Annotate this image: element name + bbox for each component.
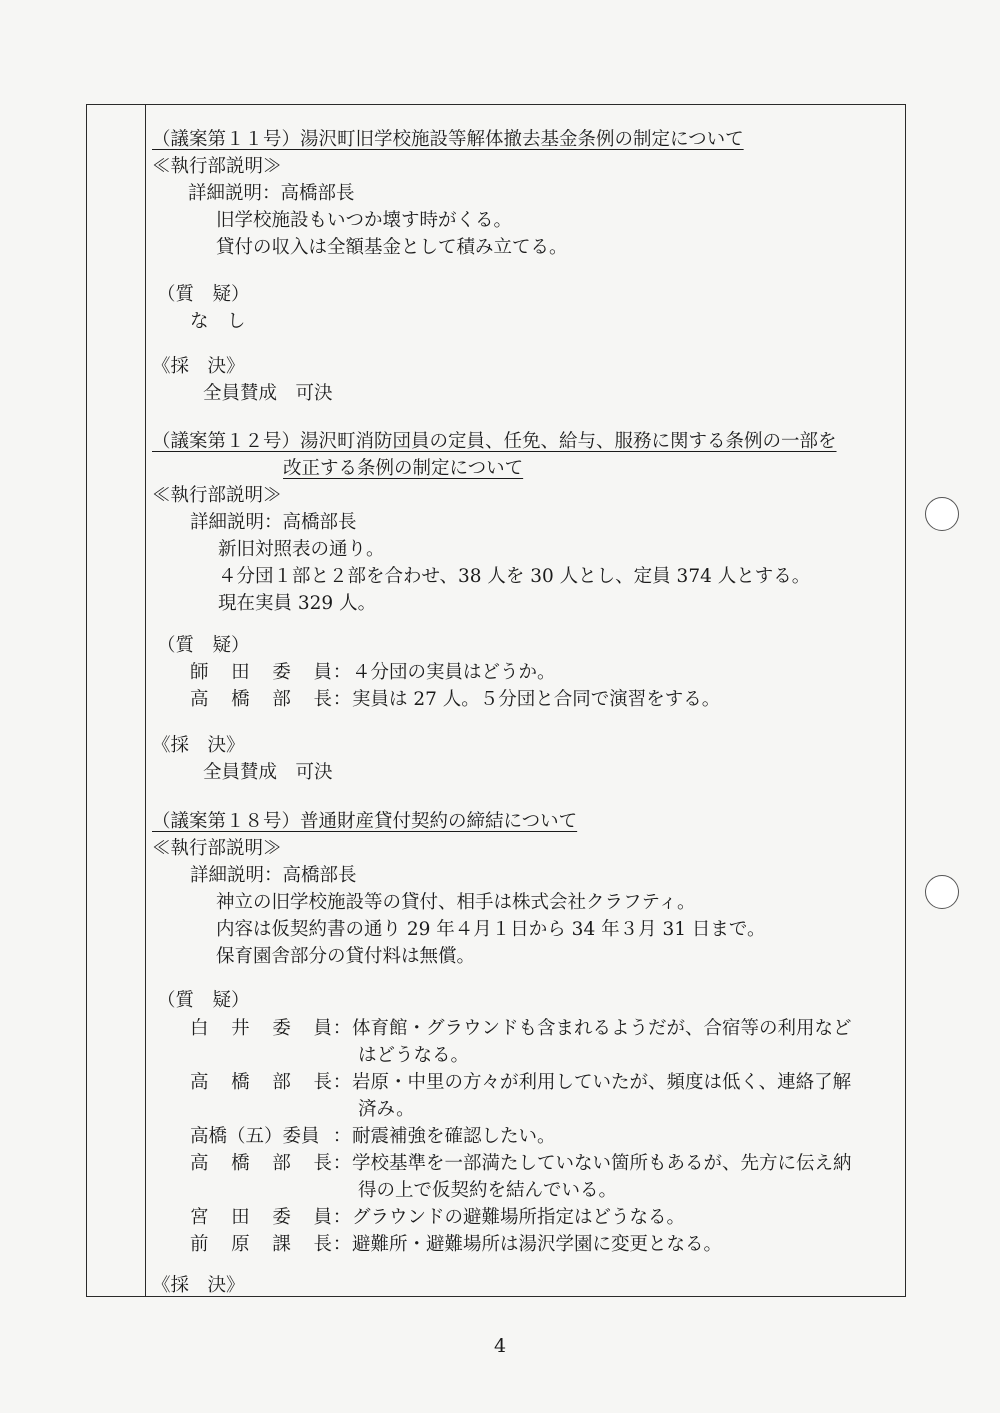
bill-18-explanation-1: 神立の旧学校施設等の貸付、相手は株式会社クラフティ。	[216, 892, 696, 913]
bill-18-detail-label: 詳細説明：高橋部長	[190, 865, 357, 886]
bill-11-detail-label: 詳細説明：高橋部長	[188, 183, 355, 204]
speaker-name: 師田委員	[190, 662, 332, 683]
bill-12-vote-result: 全員賛成 可決	[203, 762, 333, 783]
bill-11-explanation-2: 貸付の収入は全額基金として積み立てる。	[216, 237, 568, 258]
bill-12-vote-header: 《採 決》	[152, 735, 245, 756]
qa-text: ４分団の実員はどうか。	[352, 662, 556, 683]
bill-11-title: （議案第１１号）湯沢町旧学校施設等解体撤去基金条例の制定について	[152, 129, 744, 150]
qa-text: 岩原・中里の方々が利用していたが、頻度は低く、連絡了解	[352, 1072, 852, 1093]
speaker-colon: ：	[332, 1072, 352, 1093]
page-number: 4	[493, 1335, 507, 1357]
bill-12-title-line-1: （議案第１２号）湯沢町消防団員の定員、任免、給与、服務に関する条例の一部を	[152, 431, 837, 452]
bill-12-explanation-2: ４分団１部と２部を合わせ、38 人を 30 人とし、定員 374 人とする。	[218, 566, 811, 587]
bill-18-qa-4	[190, 1152, 852, 1176]
speaker-name: 宮田委員	[190, 1207, 332, 1228]
speaker-name: 高橋部長	[190, 689, 332, 710]
bill-18-qa-2	[190, 1071, 851, 1095]
bill-12-qa-1	[190, 661, 556, 685]
bill-12-explanation-3: 現在実員 329 人。	[218, 593, 377, 614]
bill-18-qa-2-cont: 済み。	[358, 1099, 415, 1120]
bill-12-explanation-1: 新旧対照表の通り。	[218, 539, 385, 560]
speaker-colon: ：	[332, 662, 352, 683]
bill-18-exec-header: ≪執行部説明≫	[152, 838, 282, 859]
speaker-colon: ：	[332, 689, 352, 710]
qa-text: 実員は 27 人。５分団と合同で演習をする。	[352, 689, 721, 710]
bill-18-qa-1	[190, 1017, 852, 1041]
bill-18-explanation-3: 保育園舎部分の貸付料は無償。	[216, 946, 476, 967]
bill-11-vote-header: 《採 決》	[152, 356, 245, 377]
bill-12-exec-header: ≪執行部説明≫	[152, 485, 282, 506]
speaker-name: 高橋（五）委員	[190, 1126, 320, 1147]
speaker-colon: ：	[332, 1126, 352, 1147]
bill-18-explanation-2: 内容は仮契約書の通り 29 年４月１日から 34 年３月 31 日まで。	[216, 919, 766, 940]
qa-text: 避難所・避難場所は湯沢学園に変更となる。	[352, 1234, 723, 1255]
speaker-colon: ：	[332, 1234, 352, 1255]
bill-12-qa-2	[190, 688, 720, 712]
speaker-name: 白井委員	[190, 1018, 332, 1039]
bill-11-vote-result: 全員賛成 可決	[203, 383, 333, 404]
bill-11-exec-header: ≪執行部説明≫	[152, 156, 282, 177]
qa-text: 耐震補強を確認したい。	[352, 1126, 556, 1147]
bill-18-qa-4-cont: 得の上で仮契約を結んでいる。	[358, 1180, 618, 1201]
speaker-name: 高橋部長	[190, 1072, 332, 1093]
bill-18-qa-header: （質 疑）	[157, 990, 250, 1011]
speaker-colon: ：	[332, 1153, 352, 1174]
bill-12-detail-label: 詳細説明：高橋部長	[190, 512, 357, 533]
bill-18-vote-header: 《採 決》	[152, 1275, 245, 1296]
qa-text: 体育館・グラウンドも含まれるようだが、合宿等の利用など	[352, 1018, 852, 1039]
bill-11-explanation-1: 旧学校施設もいつか壊す時がくる。	[216, 210, 513, 231]
speaker-colon: ：	[332, 1207, 352, 1228]
bill-12-title-line-2: 改正する条例の制定について	[283, 458, 524, 479]
bill-18-qa-5	[190, 1206, 685, 1230]
qa-text: 学校基準を一部満たしていない箇所もあるが、先方に伝え納	[352, 1153, 852, 1174]
speaker-colon: ：	[332, 1018, 352, 1039]
bill-18-title: （議案第１８号）普通財産貸付契約の締結について	[152, 811, 578, 832]
bill-18-qa-3	[190, 1125, 556, 1149]
speaker-name: 前原課長	[190, 1234, 332, 1255]
bill-11-qa-none: な し	[190, 311, 246, 332]
bill-12-qa-header: （質 疑）	[157, 635, 250, 656]
bill-18-qa-6	[190, 1233, 722, 1257]
qa-text: グラウンドの避難場所指定はどうなる。	[352, 1207, 686, 1228]
speaker-name: 高橋部長	[190, 1153, 332, 1174]
bill-18-qa-1-cont: はどうなる。	[358, 1045, 470, 1066]
bill-11-qa-header: （質 疑）	[157, 284, 250, 305]
